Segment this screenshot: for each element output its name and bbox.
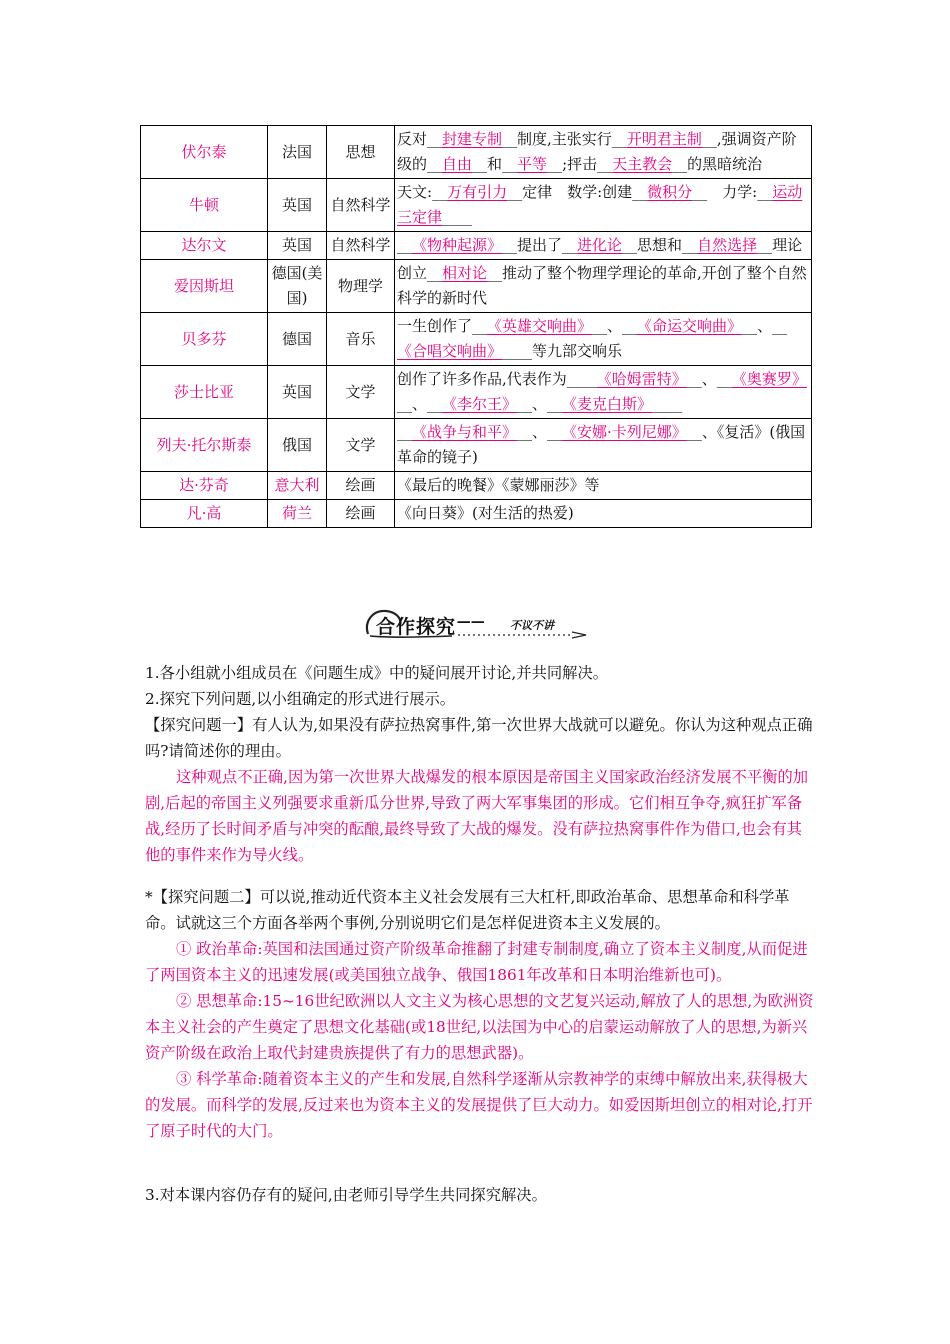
section-dash: ——	[457, 614, 485, 630]
description-text: 、__	[701, 370, 732, 388]
blank-line: ____	[652, 395, 683, 413]
answer-2-thought: ② 思想革命:15~16世纪欧洲以人文主义为核心思想的文艺复兴运动,解放了人的思想,为欧洲资本主义社会的产生奠定了思想文化基础(或18世纪,以法国为中心的启蒙运动解放了人的思想,为新兴资产阶级在政治上取代封建贵族提供了有力的思想武器)。	[145, 992, 814, 1062]
description-text: 、	[532, 423, 548, 441]
description-text: 思想和	[637, 236, 683, 254]
blank-line: __	[472, 317, 488, 335]
blank-line: __	[686, 423, 702, 441]
fill-in-answer: 自由	[442, 155, 473, 173]
figure-country: 德国(美国)	[268, 260, 327, 313]
blank-line: __	[757, 236, 773, 254]
figure-country: 英国	[268, 179, 327, 232]
figure-name: 列夫·托尔斯泰	[141, 419, 268, 472]
figure-achievements	[395, 232, 812, 260]
blank-line: __	[622, 236, 638, 254]
figure-achievements	[395, 419, 812, 472]
section-title: 合作探究	[376, 616, 457, 638]
blank-line: __	[427, 130, 443, 148]
blank-line: __	[502, 236, 518, 254]
figure-field: 自然科学	[327, 179, 395, 232]
blank-line: __	[686, 370, 702, 388]
figure-field: 文学	[327, 419, 395, 472]
fill-in-answer: 平等	[517, 155, 548, 173]
blank-line: __	[562, 236, 578, 254]
blank-line: __	[622, 317, 638, 335]
description-text: 理论	[772, 236, 803, 254]
figure-achievements	[395, 260, 812, 313]
blank-line: __	[682, 236, 698, 254]
table-row	[141, 260, 812, 313]
fill-in-answer: 天主教会	[612, 155, 673, 173]
figure-country: 荷兰	[268, 500, 327, 528]
description-text: 、	[701, 423, 717, 441]
description-text: 、	[757, 317, 773, 335]
description-text: 和	[487, 155, 503, 173]
description-text: 制度,主张实行	[517, 130, 612, 148]
fill-in-answer: 《物种起源》	[412, 236, 503, 254]
fill-in-answer: 《战争与和平》	[412, 423, 518, 441]
blank-line: __	[502, 155, 518, 173]
blank-line: __	[517, 423, 533, 441]
fill-in-answer: 自然选择	[697, 236, 758, 254]
instruction-2: 2.探究下列问题,以小组确定的形式进行展示。	[145, 690, 456, 708]
blank-line: __	[427, 155, 443, 173]
blank-line: __	[592, 317, 608, 335]
description-text: 的黑暗统治	[687, 155, 763, 173]
fill-in-answer: 《安娜·卡列尼娜》	[562, 423, 687, 441]
blank-line: __	[397, 423, 412, 441]
question-2-block	[145, 884, 815, 1144]
fill-in-answer: 相对论	[442, 264, 488, 282]
description-text: 推动了整个物理学理论的革命,开创了整个自然科学的新时代	[397, 264, 807, 307]
blank-line: __	[547, 423, 563, 441]
blank-line: __	[507, 183, 523, 201]
blank-line: __	[427, 264, 443, 282]
table-row	[141, 419, 812, 472]
figure-country: 意大利	[268, 472, 327, 500]
answer-2-political: ① 政治革命:英国和法国通过资产阶级革命推翻了封建专制制度,确立了资本主义制度,从而促进了两国资本主义的迅速发展(或美国独立战争、俄国1861年改革和日本明治维新也可)。	[145, 940, 808, 984]
fill-in-answer: 《李尔王》	[442, 395, 518, 413]
blank-line: __	[692, 183, 708, 201]
figures-table	[140, 125, 812, 528]
figure-country: 法国	[268, 126, 327, 179]
description-text: 创作了许多作品,代表作为	[397, 370, 567, 388]
figure-field: 物理学	[327, 260, 395, 313]
fill-in-answer: 开明君主制	[626, 130, 702, 148]
figure-name: 伏尔泰	[141, 126, 268, 179]
blank-line: __	[517, 395, 533, 413]
blank-line: __	[742, 317, 758, 335]
blank-line: ____	[566, 370, 597, 388]
figure-achievements	[395, 313, 812, 366]
instruction-1: 1.各小组就小组成员在《问题生成》中的疑问展开讨论,并共同解决。	[145, 664, 609, 682]
description-text: 、	[607, 317, 623, 335]
description-text: 《复活》(俄国革命的镜子)	[397, 423, 806, 466]
section-subtitle: 不议不讲	[510, 619, 554, 632]
blank-line: __	[772, 317, 788, 335]
blank-line: __	[397, 395, 412, 413]
blank-line: __	[487, 264, 503, 282]
section-banner	[362, 608, 592, 640]
description-text: 《最后的晚餐》《蒙娜丽莎》等	[397, 476, 600, 494]
blank-line: __	[397, 236, 412, 254]
blank-line: __	[611, 130, 627, 148]
blank-line: __	[757, 183, 773, 201]
figure-achievements	[395, 126, 812, 179]
table-row	[141, 179, 812, 232]
figure-field: 思想	[327, 126, 395, 179]
blank-line: __	[472, 155, 488, 173]
answer-1: 这种观点不正确,因为第一次世界大战爆发的根本原因是帝国主义国家政治经济发展不平衡的加剧,后起的帝国主义列强要求重新瓜分世界,导致了两大军事集团的形成。它们相互争夺,疯狂扩军备战,经历了长时间矛盾与冲突的酝酿,最终导致了大战的爆发。没有萨拉热窝事件作为借口,也会有其他的事件来作为导火线。	[145, 768, 809, 864]
blank-line: __	[672, 155, 688, 173]
description-text: 力学:	[707, 183, 758, 201]
description-text: 提出了	[517, 236, 563, 254]
figure-country: 英国	[268, 232, 327, 260]
figure-name: 达尔文	[141, 232, 268, 260]
figure-name: 牛顿	[141, 179, 268, 232]
table-row	[141, 126, 812, 179]
fill-in-answer: 《麦克白斯》	[562, 395, 653, 413]
answer-2-science: ③ 科学革命:随着资本主义的产生和发展,自然科学逐渐从宗教神学的束缚中解放出来,获得极大的发展。而科学的发展,反过来也为资本主义的发展提供了巨大动力。如爱因斯坦创立的相对论,打开了原子时代的大门。	[145, 1070, 813, 1140]
fill-in-answer: 微积分	[647, 183, 693, 201]
figure-country: 俄国	[268, 419, 327, 472]
table-row	[141, 366, 812, 419]
instruction-3: 3.对本课内容仍存有的疑问,由老师引导学生共同探究解决。	[145, 1186, 547, 1204]
fill-in-answer: 进化论	[577, 236, 623, 254]
fill-in-answer: 运动三定律	[397, 183, 803, 226]
figure-achievements	[395, 179, 812, 232]
table-row	[141, 472, 812, 500]
table-row	[141, 232, 812, 260]
description-text: 等九部交响乐	[532, 342, 623, 360]
figure-field: 绘画	[327, 472, 395, 500]
blank-line: __	[547, 395, 563, 413]
figure-name: 贝多芬	[141, 313, 268, 366]
blank-line: __	[427, 395, 443, 413]
figure-field: 自然科学	[327, 232, 395, 260]
blank-line: __	[632, 183, 648, 201]
figure-country: 德国	[268, 313, 327, 366]
description-text: 、	[532, 395, 548, 413]
fill-in-answer: 《命运交响曲》	[637, 317, 743, 335]
description-text: 反对	[397, 130, 428, 148]
table-row	[141, 313, 812, 366]
question-2: *【探究问题二】可以说,推动近代资本主义社会发展有三大杠杆,即政治革命、思想革命和科学革命。试就这三个方面各举两个事例,分别说明它们是怎样促进资本主义发展的。	[145, 888, 790, 932]
fill-in-answer: 封建专制	[442, 130, 503, 148]
figure-achievements	[395, 366, 812, 419]
instructions-block	[145, 660, 815, 868]
fill-in-answer: 《哈姆雷特》	[596, 370, 687, 388]
figure-field: 文学	[327, 366, 395, 419]
figure-country: 英国	[268, 366, 327, 419]
figure-field: 音乐	[327, 313, 395, 366]
description-text: 《向日葵》(对生活的热爱)	[397, 504, 574, 522]
description-text: ,强调资产阶级的	[397, 130, 797, 173]
fill-in-answer: 《合唱交响曲》	[397, 342, 503, 360]
description-text: 天文:	[397, 183, 433, 201]
description-text: 创立	[397, 264, 428, 282]
fill-in-answer: 万有引力	[447, 183, 508, 201]
description-text: 定律 数学:创建	[522, 183, 633, 201]
figure-name: 凡·高	[141, 500, 268, 528]
blank-line: ____	[502, 342, 533, 360]
closing-block	[145, 1182, 815, 1208]
blank-line: __	[701, 130, 717, 148]
figure-name: 爱因斯坦	[141, 260, 268, 313]
description-text: 、	[412, 395, 428, 413]
table-row	[141, 500, 812, 528]
blank-line: __	[432, 183, 448, 201]
figure-achievements	[395, 500, 812, 528]
blank-line: __	[547, 155, 563, 173]
figure-achievements	[395, 472, 812, 500]
fill-in-answer: 《英雄交响曲》	[487, 317, 593, 335]
question-1: 【探究问题一】有人认为,如果没有萨拉热窝事件,第一次世界大战就可以避免。你认为这种观点正确吗?请简述你的理由。	[145, 716, 813, 760]
figure-field: 绘画	[327, 500, 395, 528]
figure-name: 莎士比亚	[141, 366, 268, 419]
description-text: 一生创作了	[397, 317, 473, 335]
fill-in-answer: 《奥赛罗》	[731, 370, 807, 388]
blank-line: ____	[442, 208, 473, 226]
blank-line: __	[597, 155, 613, 173]
figures-table-body	[141, 126, 812, 528]
blank-line: __	[502, 130, 518, 148]
description-text: ;抨击	[562, 155, 598, 173]
figure-name: 达·芬奇	[141, 472, 268, 500]
